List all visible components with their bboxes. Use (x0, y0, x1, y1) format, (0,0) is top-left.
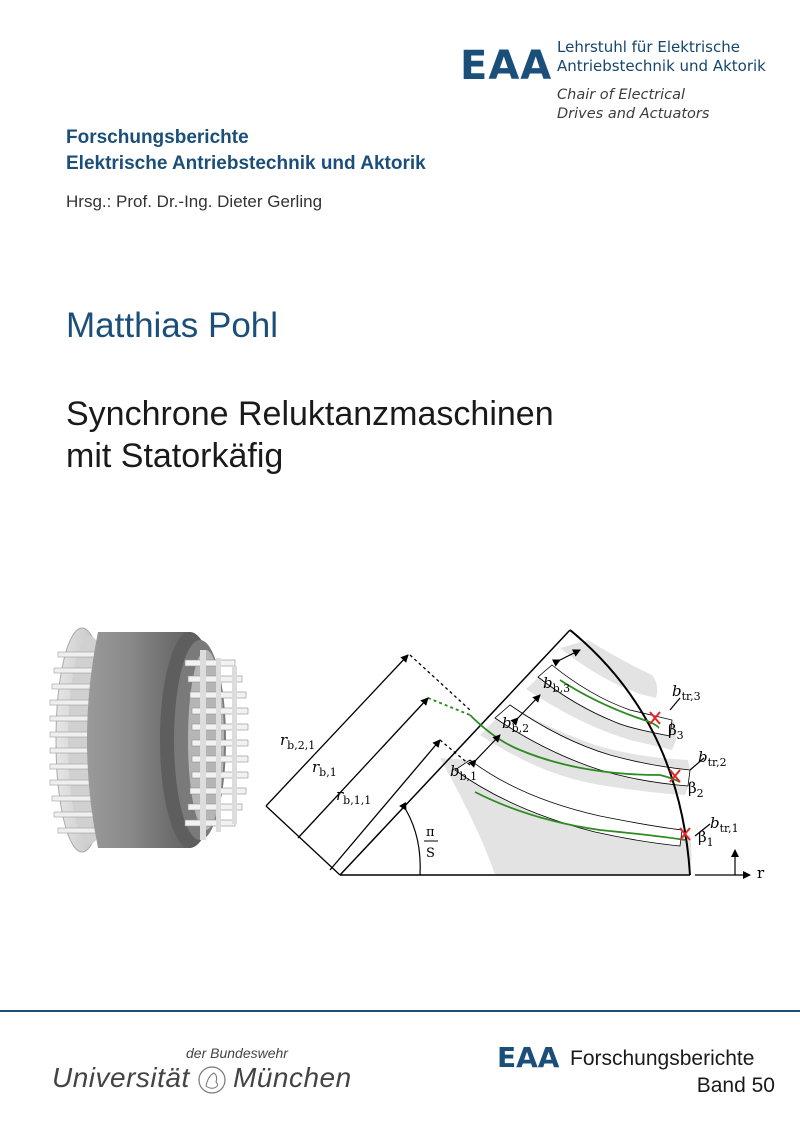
uni-name-small: der Bundeswehr (186, 1045, 288, 1061)
label-b-tr3: $b_{tr,3}$ (672, 682, 701, 703)
label-b-b3: $b_{b,3}$ (543, 674, 571, 695)
footer-series-label: Forschungsberichte (570, 1047, 755, 1070)
book-title (66, 393, 554, 477)
uni-name-left: Universität (52, 1062, 190, 1093)
label-beta3: $\beta_3$ (668, 721, 684, 742)
label-r-b1: $r_{b,1}$ (312, 758, 337, 779)
label-b-tr1: $b_{tr,1}$ (710, 814, 739, 835)
eaa-logo: EAA (460, 43, 553, 89)
chair-de-line1: Lehrstuhl für Elektrische (557, 38, 740, 56)
label-r-b11: $r_{b,1,1}$ (336, 786, 372, 807)
series-line1: Forschungsberichte (66, 127, 249, 148)
title-line2: mit Statorkäfig (66, 437, 284, 475)
series-title (66, 125, 426, 177)
editor-line: Hrsg.: Prof. Dr.-Ing. Dieter Gerling (66, 192, 323, 211)
label-beta2: $\beta_2$ (688, 779, 704, 800)
chair-en-line1: Chair of Electrical (557, 87, 686, 103)
label-b-b2: $b_{b,2}$ (502, 714, 530, 735)
label-r-axis: r (757, 864, 765, 882)
university-seal-icon (196, 1064, 228, 1096)
chair-en-line2: Drives and Actuators (557, 106, 710, 122)
author-name: Matthias Pohl (66, 306, 279, 345)
label-b-b1: $b_{b,1}$ (450, 762, 478, 783)
eaa-logo-footer: EAA (497, 1041, 560, 1074)
label-beta1: $\beta_1$ (698, 828, 714, 849)
rotor-sector-diagram (266, 630, 765, 882)
chair-name-english (557, 86, 709, 124)
label-angle-num: π (426, 825, 435, 840)
label-angle-den: S (426, 846, 435, 861)
chair-name-german (557, 38, 766, 76)
label-b-tr2: $b_{tr,2}$ (698, 748, 727, 769)
chair-de-line2: Antriebstechnik und Aktorik (557, 57, 766, 75)
title-line1: Synchrone Reluktanzmaschinen (66, 395, 554, 433)
stator-cage-image (50, 628, 248, 852)
uni-name-right: München (233, 1062, 352, 1093)
series-line2: Elektrische Antriebstechnik und Aktorik (66, 153, 426, 174)
footer-rule (0, 1010, 800, 1012)
cover-figure (40, 610, 780, 910)
label-r-b21: $r_{b,2,1}$ (280, 731, 316, 752)
volume-number: Band 50 (696, 1074, 775, 1097)
